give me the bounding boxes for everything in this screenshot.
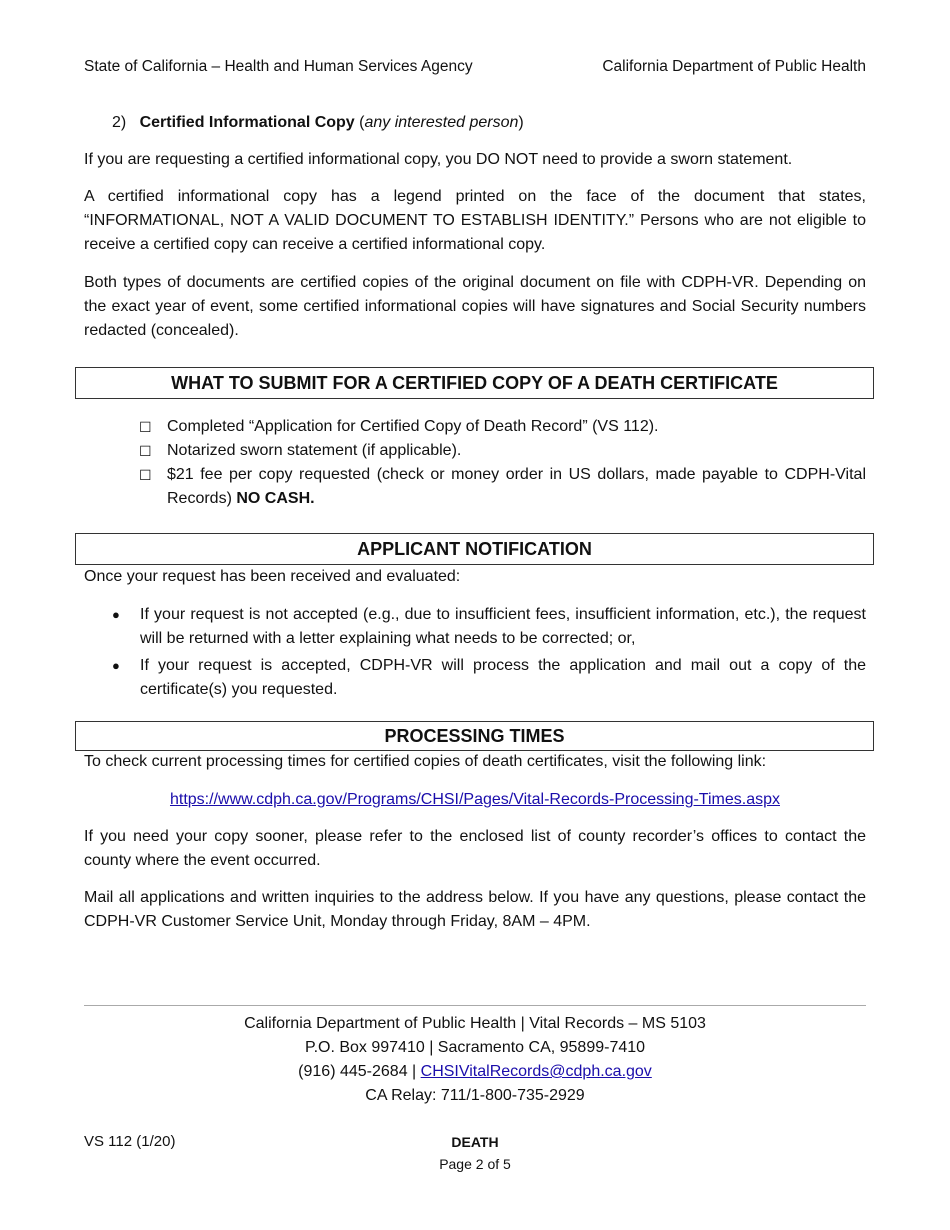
paragraph-no-sworn: If you are requesting a certified informational copy, you DO NOT need to provide a sworn statement. xyxy=(84,151,793,168)
item-qualifier: any interested person xyxy=(364,114,519,131)
footer-line-pobox: P.O. Box 997410 | Sacramento CA, 95899-7410 xyxy=(304,1039,646,1056)
footer-email-link[interactable]: CHSIVitalRecords@cdph.ca.gov xyxy=(420,1063,652,1080)
footer-line-contact xyxy=(84,1060,866,1084)
notification-intro: Once your request has been received and evaluated: xyxy=(84,568,461,585)
processing-intro: To check current processing times for certified copies of death certificates, visit the following link: xyxy=(84,753,767,770)
item-title: Certified Informational Copy xyxy=(139,114,355,131)
list-item: ☐ Completed “Application for Certified Copy of Death Record” (VS 112). xyxy=(139,415,866,439)
section-heading-submit: WHAT TO SUBMIT FOR A CERTIFIED COPY OF A DEATH CERTIFICATE xyxy=(75,367,874,399)
section-heading-notification: APPLICANT NOTIFICATION xyxy=(75,533,874,565)
paragraph-both-types: Both types of documents are certified copies of the original document on file with CDPH-VR. Depending on the exact year of event, some certified informational copies will have signatures and Social Security numbers redacted (concealed). xyxy=(84,274,866,339)
item-number: 2) xyxy=(112,114,127,131)
header-agency: State of California – Health and Human Services Agency xyxy=(84,58,473,75)
list-item: ☐ Notarized sworn statement (if applicable). xyxy=(139,439,866,463)
paragraph-mail-inquiries: Mail all applications and written inquiries to the address below. If you have any questions, please contact the CDPH-VR Customer Service Unit, Monday through Friday, 8AM – 4PM. xyxy=(84,889,866,930)
footer-phone: (916) 445-2684 | xyxy=(298,1063,417,1080)
no-cash-note: NO CASH. xyxy=(236,490,315,507)
checkbox-icon: ☐ xyxy=(139,443,152,459)
list-item: ● If your request is accepted, CDPH-VR will process the application and mail out a copy of the certificate(s) you requested. xyxy=(112,654,866,702)
header-department: California Department of Public Health xyxy=(602,58,866,75)
footer-line-relay: CA Relay: 711/1-800-735-2929 xyxy=(365,1087,585,1104)
form-number: VS 112 (1/20) xyxy=(84,1133,176,1150)
submit-checklist xyxy=(139,415,866,511)
paragraph-legend: A certified informational copy has a legend printed on the face of the document that states, “INFORMATIONAL, NOT A VALID DOCUMENT TO ESTABLISH IDENTITY.” Persons who are not eligible to receive a certified copy can receive a certified informational copy. xyxy=(84,188,866,253)
processing-times-link[interactable]: https://www.cdph.ca.gov/Programs/CHSI/Pages/Vital-Records-Processing-Times.aspx xyxy=(169,791,780,808)
section-heading-processing: PROCESSING TIMES xyxy=(75,721,874,751)
bullet-icon: ● xyxy=(112,607,120,622)
footer-address xyxy=(84,1012,866,1108)
bullet-icon: ● xyxy=(112,658,120,673)
paragraph-need-sooner: If you need your copy sooner, please refer to the enclosed list of county recorder’s offices to contact the county where the event occurred. xyxy=(84,828,866,869)
page-header xyxy=(84,55,866,79)
page-number: Page 2 of 5 xyxy=(439,1156,511,1172)
checkbox-icon: ☐ xyxy=(139,467,152,483)
record-type: DEATH xyxy=(451,1134,499,1150)
notification-bullets xyxy=(112,603,866,705)
footer-line-department: California Department of Public Health | Vital Records – MS 5103 xyxy=(244,1015,706,1032)
list-item: ● If your request is not accepted (e.g., due to insufficient fees, insufficient information, etc.), the request will be returned with a letter explaining what needs to be corrected; or, xyxy=(112,603,866,651)
item-2-heading: 2) Certified Informational Copy (any interested person) xyxy=(112,114,524,131)
list-item: ☐ $21 fee per copy requested (check or money order in US dollars, made payable to CDPH-Vital Records) NO CASH. xyxy=(139,463,866,511)
checkbox-icon: ☐ xyxy=(139,419,152,435)
footer-divider xyxy=(84,1005,866,1006)
